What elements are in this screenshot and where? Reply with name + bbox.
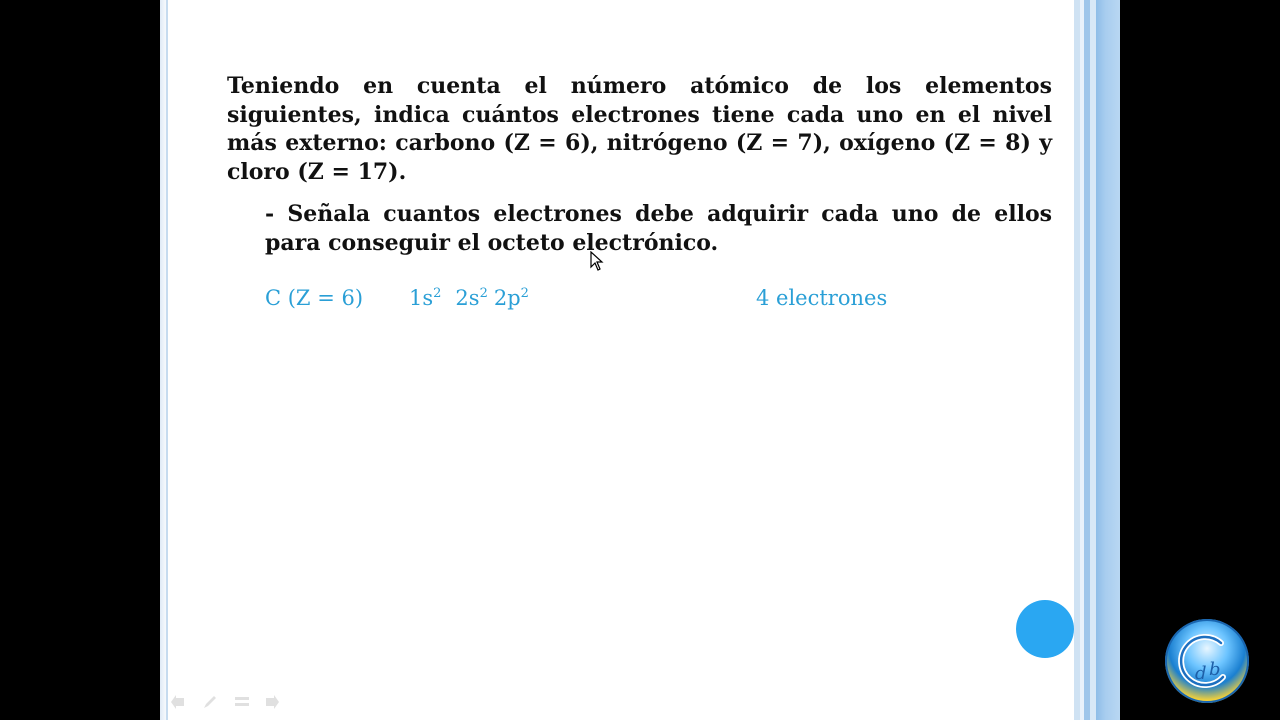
answer-electron-config [409,286,529,310]
cursor-arrow-icon [590,251,604,271]
config-term: 2p [493,286,521,310]
question-text: Teniendo en cuenta el número atómico de los elementos siguientes, indica cuántos electrones tiene cada uno en el nivel más externo: carbono (Z = 6), nitrógeno (Z = 7), oxígeno (Z = 8) y cloro (Z = 17). [227,73,1052,185]
slideshow-toolbar[interactable] [168,692,288,712]
slide-left-border [160,0,168,720]
answer-electron-count: 4 electrones [756,286,888,310]
answer-element: C (Z = 6) [265,286,364,310]
slide [160,0,1120,720]
channel-logo [1165,619,1249,703]
menu-icon[interactable] [232,692,252,712]
config-term: 1s [409,286,434,310]
cdb-logo-icon [1165,619,1249,703]
slide-right-border [1074,0,1120,720]
pen-icon[interactable] [200,692,220,712]
pointer-dot [1016,600,1074,658]
config-term: 2s [455,286,480,310]
next-slide-icon[interactable] [262,692,282,712]
svg-text:d: d [1195,663,1207,684]
previous-slide-icon[interactable] [168,692,188,712]
config-exponent: 2 [433,286,442,301]
config-exponent: 2 [520,286,529,301]
subquestion-text: - Señala cuantos electrones debe adquirir cada uno de ellos para conseguir el octeto electrónico. [265,201,1052,256]
svg-text:b: b [1209,659,1221,680]
config-exponent: 2 [479,286,488,301]
